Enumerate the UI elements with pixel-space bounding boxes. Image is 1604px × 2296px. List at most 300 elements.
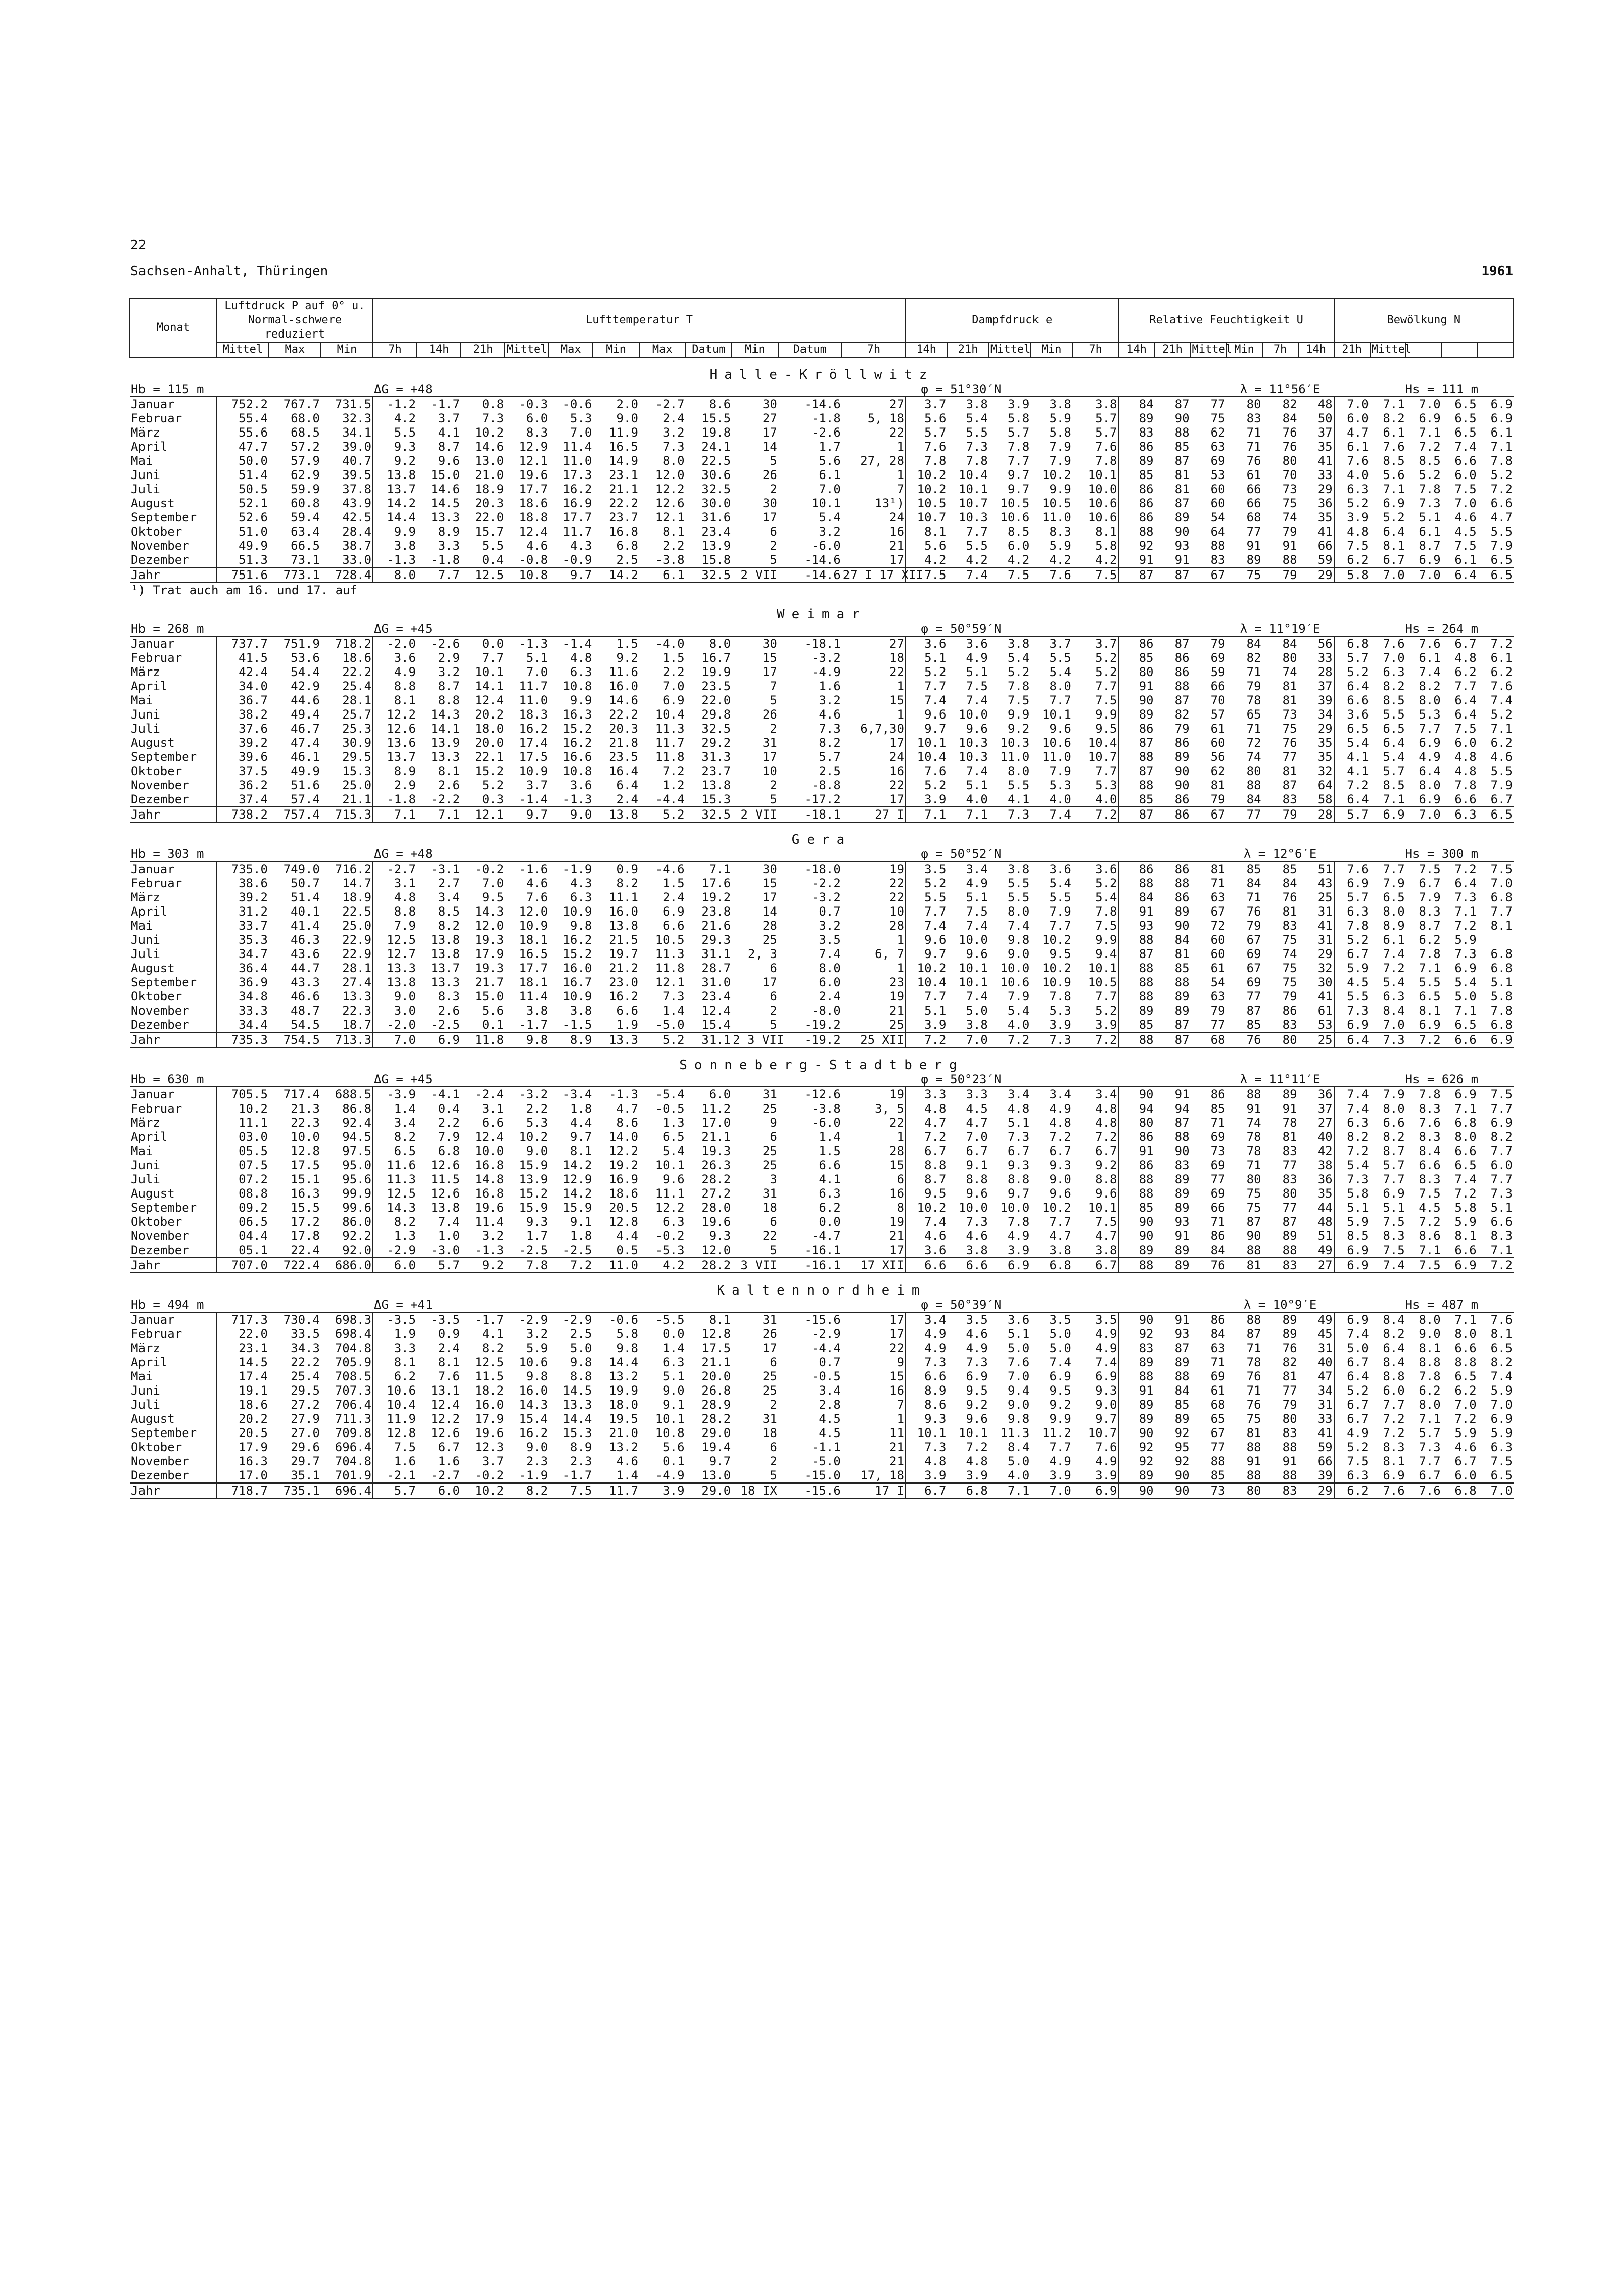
value-cell: 3.6: [1008, 1313, 1030, 1327]
value-cell: 5.1: [526, 651, 548, 665]
value-cell: 3.8: [526, 1003, 548, 1018]
value-cell: 7.8: [1454, 778, 1477, 792]
value-cell: -3.5: [373, 1312, 417, 1327]
value-cell: 59: [1210, 665, 1225, 679]
spacer-row: [130, 1047, 1514, 1058]
value-cell: 6.7: [1454, 1454, 1477, 1468]
value-cell: 12.9: [562, 1172, 592, 1186]
value-cell: 12.9: [518, 440, 548, 454]
value-cell: 81: [1282, 1130, 1297, 1144]
month-cell: September: [131, 975, 197, 989]
value-cell: -3.2: [811, 651, 841, 665]
station-hb: Hb = 115 m: [130, 382, 373, 397]
value-cell: 72: [1246, 736, 1261, 750]
value-cell: 6.5: [1454, 425, 1477, 440]
table-row: [130, 904, 1514, 919]
value-cell: 3.8: [1095, 397, 1117, 411]
value-cell: 13.8: [431, 1201, 460, 1215]
value-cell: 2.4: [819, 989, 841, 1003]
value-cell: 79: [1210, 637, 1225, 651]
header-col: Min: [732, 342, 778, 357]
value-cell: 23.5: [609, 750, 638, 764]
value-cell: 7.3: [1419, 496, 1441, 510]
value-cell: 81: [1226, 1258, 1262, 1273]
value-cell: 7.2: [1406, 1032, 1442, 1047]
value-cell: 23.5: [701, 679, 731, 693]
value-cell: 86: [1119, 1158, 1155, 1172]
value-cell: 12.6: [431, 1426, 460, 1440]
value-cell: 64: [1317, 778, 1333, 792]
value-cell: 730.4: [283, 1313, 320, 1327]
value-cell: 28.1: [342, 961, 372, 975]
value-cell: 29.2: [701, 736, 731, 750]
value-cell: 4.4: [570, 1116, 592, 1130]
value-cell: 10.6: [1000, 975, 1030, 989]
value-cell: 79: [1210, 792, 1225, 806]
value-cell: 9.1: [570, 1215, 592, 1229]
value-cell: 27.2: [291, 1398, 320, 1412]
value-cell: 22.3: [342, 1003, 372, 1018]
value-cell: 7.6: [906, 764, 947, 778]
value-cell: 46.6: [291, 989, 320, 1003]
value-cell: 74: [1282, 665, 1297, 679]
value-cell: 79: [1282, 989, 1297, 1003]
value-cell: 22.0: [217, 1327, 269, 1341]
value-cell: 4.4: [616, 1229, 638, 1243]
value-cell: 76: [1246, 1398, 1261, 1412]
value-cell: 19.3: [475, 933, 504, 947]
value-cell: 10: [762, 764, 777, 778]
value-cell: 7.6: [906, 440, 947, 454]
value-cell: 7.1: [417, 807, 461, 822]
value-cell: 29.5: [291, 1383, 320, 1398]
value-cell: 7.2: [906, 1130, 947, 1144]
value-cell: 15.9: [562, 1201, 592, 1215]
value-cell: 8.1: [1419, 1003, 1441, 1018]
value-cell: 5, 18: [867, 411, 904, 425]
value-cell: -3.2: [811, 890, 841, 904]
value-cell: 2.5: [570, 1327, 592, 1341]
value-cell: 76: [1226, 1032, 1262, 1047]
value-cell: 3.1: [373, 876, 417, 890]
station-meta-row: [130, 847, 1514, 862]
value-cell: 11.7: [518, 679, 548, 693]
value-cell: 6.5: [1419, 989, 1441, 1003]
value-cell: 10.3: [1000, 736, 1030, 750]
year-row: [130, 567, 1514, 583]
value-cell: 6.3: [663, 1355, 685, 1369]
value-cell: 6.0: [373, 1258, 417, 1273]
value-cell: 4.6: [1454, 510, 1477, 524]
value-cell: 89: [1174, 750, 1190, 764]
value-cell: 06.5: [217, 1215, 269, 1229]
value-cell: 1: [897, 1412, 904, 1426]
value-cell: -2.1: [373, 1468, 417, 1483]
value-cell: -5.0: [811, 1454, 841, 1468]
value-cell: 9.4: [1095, 947, 1117, 961]
value-cell: 59.4: [291, 510, 320, 524]
value-cell: 11.1: [655, 1186, 685, 1201]
value-cell: 10.2: [906, 1201, 947, 1215]
value-cell: 19.6: [475, 1201, 504, 1215]
station-phi: φ = 50°52′N: [732, 847, 1190, 862]
month-cell: August: [131, 496, 175, 510]
value-cell: 16.5: [518, 947, 548, 961]
value-cell: 8.2: [482, 1341, 504, 1355]
value-cell: -2.7: [655, 397, 685, 411]
value-cell: 87: [1119, 764, 1155, 778]
value-cell: 6.7: [1334, 1355, 1370, 1369]
value-cell: 9.6: [906, 707, 947, 722]
value-cell: 17.4: [217, 1369, 269, 1383]
value-cell: 86: [1119, 722, 1155, 736]
value-cell: 6.6: [819, 1158, 841, 1172]
value-cell: 7.1: [1454, 1003, 1477, 1018]
value-cell: 6.5: [663, 1130, 685, 1144]
value-cell: 71: [1246, 1341, 1261, 1355]
value-cell: 51.3: [217, 553, 269, 567]
value-cell: 22: [762, 1229, 777, 1243]
value-cell: 4.6: [819, 707, 841, 722]
value-cell: 6.0: [709, 1087, 731, 1102]
value-cell: 28: [889, 919, 904, 933]
value-cell: 9.3: [526, 1215, 548, 1229]
value-cell: 35: [1317, 736, 1333, 750]
table-row: [130, 1312, 1514, 1327]
year-heading: 1961: [1481, 264, 1513, 279]
value-cell: 7.1: [1419, 425, 1441, 440]
value-cell: 27: [889, 397, 904, 411]
value-cell: 51.4: [217, 468, 269, 482]
spacer-row: [130, 597, 1514, 607]
value-cell: 19: [889, 989, 904, 1003]
value-cell: 74: [1246, 1116, 1261, 1130]
value-cell: 3: [770, 1172, 777, 1186]
value-cell: 8.3: [438, 989, 460, 1003]
value-cell: 8.2: [1419, 679, 1441, 693]
value-cell: 5.8: [1095, 539, 1117, 553]
value-cell: 5: [770, 1468, 777, 1482]
value-cell: 7.3: [482, 411, 504, 425]
value-cell: 8.8: [906, 1158, 947, 1172]
value-cell: 21.0: [609, 1426, 638, 1440]
value-cell: 2.6: [438, 1003, 460, 1018]
value-cell: 7.8: [1095, 454, 1117, 468]
value-cell: -5.3: [655, 1243, 685, 1257]
value-cell: 20.5: [609, 1201, 638, 1215]
value-cell: 10.9: [562, 904, 592, 919]
value-cell: 8.1: [438, 1355, 460, 1369]
value-cell: 7.7: [1049, 919, 1071, 933]
month-cell: März: [131, 890, 160, 904]
value-cell: 9: [770, 1116, 777, 1130]
value-cell: 5: [770, 1018, 777, 1032]
value-cell: -2.9: [373, 1243, 417, 1258]
value-cell: -15.6: [804, 1313, 841, 1327]
value-cell: 3.8: [1049, 397, 1071, 411]
value-cell: 7.7: [1419, 722, 1441, 736]
value-cell: 6.8: [1030, 1258, 1072, 1273]
value-cell: 7.1: [1419, 1243, 1441, 1257]
value-cell: 7.7: [1095, 764, 1117, 778]
value-cell: 5.7: [1334, 807, 1370, 822]
value-cell: 40: [1317, 1355, 1333, 1369]
value-cell: 63: [1210, 989, 1225, 1003]
value-cell: 69: [1210, 1369, 1225, 1383]
value-cell: 4.0: [1049, 792, 1071, 806]
value-cell: 76: [1282, 890, 1297, 904]
value-cell: 16.9: [609, 1172, 638, 1186]
value-cell: 15.1: [291, 1172, 320, 1186]
value-cell: 10.3: [959, 510, 988, 524]
value-cell: 6.9: [1419, 411, 1441, 425]
value-cell: 25.4: [291, 1369, 320, 1383]
value-cell: 67: [1210, 1426, 1225, 1440]
value-cell: 7.4: [1334, 1102, 1370, 1116]
value-cell: 7.5: [1383, 1243, 1405, 1257]
value-cell: 3.4: [906, 1312, 947, 1327]
value-cell: 86: [1119, 440, 1155, 454]
value-cell: 6.1: [1490, 425, 1513, 440]
value-cell: 15.5: [701, 411, 731, 425]
month-cell: Januar: [131, 1087, 175, 1102]
value-cell: 5.3: [1419, 707, 1441, 722]
value-cell: 4.9: [1049, 1454, 1071, 1468]
value-cell: 7.4: [1490, 1369, 1513, 1383]
value-cell: 89: [1282, 1313, 1297, 1327]
header-month: Monat: [130, 299, 217, 357]
value-cell: 89: [1119, 454, 1155, 468]
value-cell: 8.1: [1454, 1229, 1477, 1243]
value-cell: 6.4: [1383, 1341, 1405, 1355]
month-cell: November: [131, 1003, 190, 1018]
value-cell: 25: [1298, 1032, 1334, 1047]
value-cell: 17.9: [475, 1412, 504, 1426]
value-cell: 88: [1246, 1243, 1261, 1257]
value-cell: 6.9: [417, 1032, 461, 1047]
value-cell: 7.1: [906, 807, 947, 822]
month-cell: April: [131, 1355, 168, 1369]
value-cell: 89: [1174, 1172, 1190, 1186]
value-cell: 5.9: [1049, 411, 1071, 425]
value-cell: 7.5: [1454, 539, 1477, 553]
month-cell: Juni: [131, 933, 160, 947]
value-cell: 19.2: [609, 1158, 638, 1172]
value-cell: 9.6: [1049, 722, 1071, 736]
value-cell: 29: [1298, 567, 1334, 583]
value-cell: 71: [1246, 722, 1261, 736]
value-cell: 2.5: [819, 764, 841, 778]
value-cell: 12.5: [373, 1186, 417, 1201]
value-cell: 10.0: [959, 933, 988, 947]
value-cell: 7.8: [1095, 904, 1117, 919]
value-cell: 10.4: [959, 468, 988, 482]
value-cell: 41: [1317, 989, 1333, 1003]
value-cell: 7.9: [438, 1130, 460, 1144]
value-cell: 5.7: [417, 1258, 461, 1273]
month-cell: April: [131, 440, 168, 454]
value-cell: 54: [1210, 510, 1225, 524]
value-cell: -1.9: [562, 862, 592, 876]
value-cell: 32.3: [342, 411, 372, 425]
value-cell: 16.0: [609, 679, 638, 693]
value-cell: 15.8: [701, 553, 731, 567]
value-cell: 12.1: [461, 807, 505, 822]
value-cell: 7.7: [1049, 1215, 1071, 1229]
value-cell: 34.4: [217, 1018, 269, 1032]
value-cell: -17.2: [804, 792, 841, 806]
value-cell: 5.1: [906, 1003, 947, 1018]
value-cell: -1.7: [475, 1313, 504, 1327]
value-cell: 5.2: [1095, 665, 1117, 679]
value-cell: 80: [1282, 1412, 1297, 1426]
value-cell: 6.0: [417, 1483, 461, 1498]
value-cell: 6.8: [438, 1144, 460, 1158]
month-cell: November: [131, 1229, 190, 1243]
value-cell: 9.0: [1008, 1398, 1030, 1412]
value-cell: 5.7: [373, 1483, 417, 1498]
value-cell: 3.6: [1334, 707, 1370, 722]
value-cell: 85: [1174, 440, 1190, 454]
header-col: Max: [549, 342, 593, 357]
value-cell: 9.6: [966, 722, 988, 736]
value-cell: 89: [1174, 1201, 1190, 1215]
value-cell: 5.2: [1419, 468, 1441, 482]
value-cell: 4.9: [1419, 750, 1441, 764]
value-cell: 4.8: [570, 651, 592, 665]
value-cell: 88: [1210, 539, 1225, 553]
value-cell: 17.6: [701, 876, 731, 890]
value-cell: 75: [1282, 496, 1297, 510]
value-cell: 2.7: [438, 876, 460, 890]
value-cell: 9.1: [663, 1398, 685, 1412]
value-cell: 8.2: [1383, 1130, 1405, 1144]
value-cell: 39.6: [217, 750, 269, 764]
value-cell: 8.9: [373, 764, 417, 778]
value-cell: 8.0: [1383, 1102, 1405, 1116]
table-row: [130, 454, 1514, 468]
month-cell: Januar: [131, 1313, 175, 1327]
table-row: [130, 1341, 1514, 1355]
value-cell: 53: [1210, 468, 1225, 482]
value-cell: 74: [1282, 510, 1297, 524]
value-cell: 6.7: [1334, 1412, 1370, 1426]
value-cell: 7.6: [1334, 862, 1370, 876]
value-cell: 17.7: [562, 510, 592, 524]
value-cell: 7.4: [966, 989, 988, 1003]
month-cell: Juli: [131, 482, 160, 496]
value-cell: 2: [770, 482, 777, 496]
value-cell: 3, 5: [875, 1102, 904, 1116]
value-cell: 2.3: [570, 1454, 592, 1468]
value-cell: 73: [1282, 707, 1297, 722]
value-cell: 6.3: [570, 665, 592, 679]
value-cell: 88: [1210, 1454, 1225, 1468]
value-cell: 7.5: [1072, 567, 1119, 583]
value-cell: 2.5: [616, 553, 638, 567]
value-cell: 14.9: [609, 454, 638, 468]
value-cell: 24: [889, 750, 904, 764]
value-cell: 78: [1246, 1130, 1261, 1144]
value-cell: 49: [1317, 1243, 1333, 1257]
value-cell: 9.0: [1008, 947, 1030, 961]
value-cell: 5.2: [1334, 933, 1370, 947]
value-cell: 88: [1119, 1369, 1155, 1383]
value-cell: 8.4: [1383, 1003, 1405, 1018]
value-cell: 4.9: [966, 651, 988, 665]
value-cell: 3.9: [906, 1018, 947, 1032]
value-cell: 7.0: [1454, 496, 1477, 510]
value-cell: 2.2: [663, 539, 685, 553]
value-cell: 8.1: [1383, 1454, 1405, 1468]
value-cell: 4.2: [1049, 553, 1071, 567]
value-cell: 6, 7: [875, 947, 904, 961]
value-cell: 8.1: [1490, 919, 1513, 933]
value-cell: 5.4: [1334, 1158, 1370, 1172]
value-cell: 6.8: [1490, 1018, 1513, 1032]
value-cell: 9.0: [526, 1144, 548, 1158]
value-cell: 10.7: [1088, 750, 1117, 764]
value-cell: 7.2: [1334, 1144, 1370, 1158]
value-cell: 8.1: [1490, 1327, 1513, 1341]
value-cell: 6.8: [1490, 961, 1513, 975]
value-cell: 7.4: [1008, 919, 1030, 933]
value-cell: 7.5: [1490, 862, 1513, 876]
value-cell: 4.0: [1095, 792, 1117, 806]
value-cell: 8.5: [1383, 454, 1405, 468]
value-cell: 17: [889, 1313, 904, 1327]
value-cell: 1.3: [373, 1229, 417, 1243]
value-cell: 29.8: [701, 707, 731, 722]
value-cell: 10.0: [959, 1201, 988, 1215]
month-cell: Juli: [131, 1172, 160, 1186]
value-cell: 7.0: [482, 876, 504, 890]
value-cell: 13.8: [609, 919, 638, 933]
value-cell: 4.7: [1049, 1229, 1071, 1243]
value-cell: 87: [1174, 397, 1190, 411]
value-cell: 2 VII: [732, 567, 778, 583]
value-cell: 69: [1246, 947, 1261, 961]
value-cell: 6.7: [1419, 1468, 1441, 1482]
value-cell: 10.1: [906, 1426, 947, 1440]
station-meta-row: [130, 382, 1514, 397]
value-cell: 7.4: [1454, 1172, 1477, 1186]
value-cell: 5.6: [663, 1440, 685, 1454]
value-cell: 54: [1210, 975, 1225, 989]
value-cell: 7.7: [1490, 1102, 1513, 1116]
region-heading: Sachsen-Anhalt, Thüringen: [130, 264, 328, 279]
value-cell: 7.7: [1095, 989, 1117, 1003]
value-cell: 91: [1282, 1454, 1297, 1468]
value-cell: 17.4: [518, 736, 548, 750]
value-cell: 7.5: [1490, 1087, 1513, 1102]
value-cell: 16.7: [562, 975, 592, 989]
table-row: [130, 764, 1514, 778]
value-cell: 91: [1119, 1383, 1155, 1398]
value-cell: 84: [1246, 792, 1261, 806]
value-cell: 28: [762, 919, 777, 933]
value-cell: 17: [889, 792, 904, 806]
value-cell: 6.9: [1419, 792, 1441, 806]
value-cell: 15.7: [475, 524, 504, 539]
value-cell: 6: [770, 524, 777, 539]
value-cell: -8.8: [811, 778, 841, 792]
value-cell: 3.8: [1095, 1243, 1117, 1257]
value-cell: 18.6: [518, 496, 548, 510]
value-cell: 7.7: [417, 567, 461, 583]
value-cell: 13.0: [475, 454, 504, 468]
value-cell: 4.8: [906, 1454, 947, 1468]
